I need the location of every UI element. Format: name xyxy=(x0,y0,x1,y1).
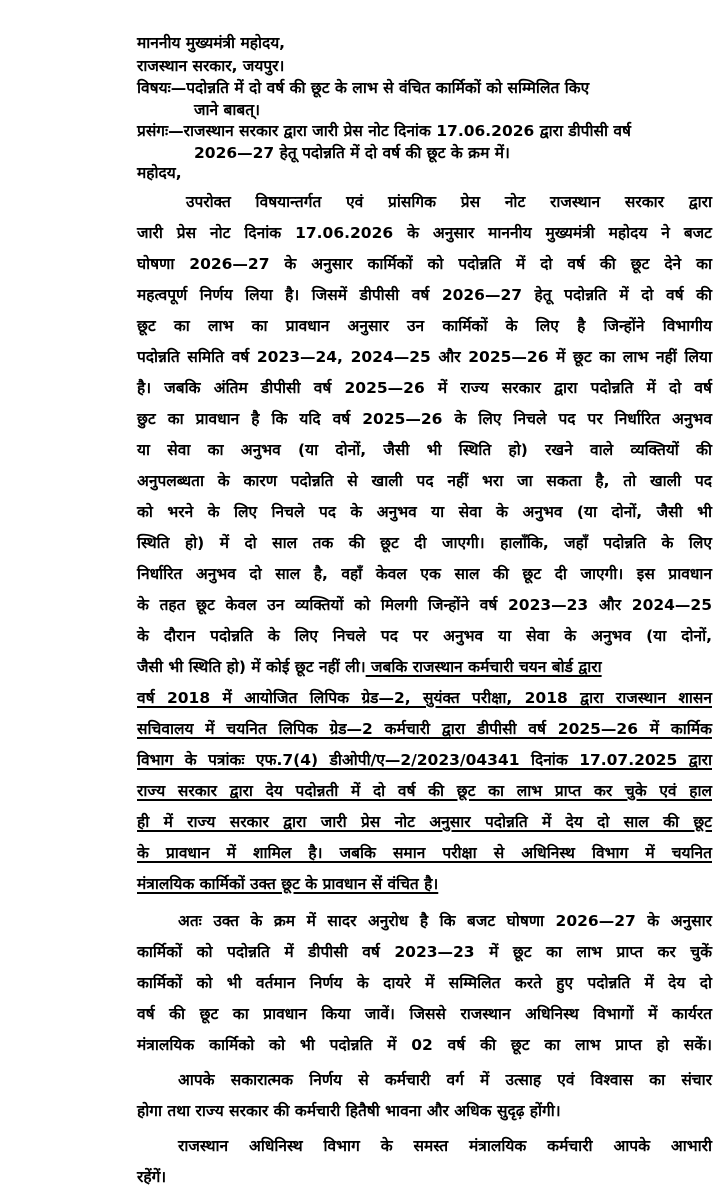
request-paragraph-line: वर्ष की छूट का प्रावधान किया जावें। जिससे राजस्थान अधिनिस्थ विभागों में कार्यरत xyxy=(137,1005,712,1023)
request-paragraph-line: कार्मिकों को पदोन्नति में डीपीसी वर्ष 2023—23 में छूट का लाभ प्राप्त कर चुकें xyxy=(137,943,712,961)
paragraph-line: है। जबकि अंतिम डीपीसी वर्ष 2025—26 में राज्य सरकार द्वारा पदोन्नति में दो वर्ष xyxy=(137,379,712,397)
paragraph-line: अनुपलब्धता के कारण पदोन्नति से खाली पद नहीं भरा जा सकता है, तो खाली पद xyxy=(137,472,712,490)
request-paragraph-line: मंत्रालयिक कार्मिको को भी पदोन्नति में 02 वर्ष की छूट का लाभ प्राप्त हो सकें। xyxy=(137,1036,712,1054)
paragraph-line: छूट का लाभ का प्रावधान अनुसार उन कार्मिकों के लिए है जिन्होंने विभागीय xyxy=(137,317,712,335)
paragraph-line: महत्वपूर्ण निर्णय लिया है। जिसमें डीपीसी वर्ष 2026—27 हेतू पदोन्नति में दो वर्ष की xyxy=(137,286,712,304)
underlined-text: जबकि राजस्थान कर्मचारी चयन बोर्ड द्वारा xyxy=(365,658,602,676)
paragraph-line: छुट का प्रावधान है कि यदि वर्ष 2025—26 के लिए निचले पद पर निर्धारित अनुभव xyxy=(137,410,712,428)
request-paragraph-line: कार्मिकों को भी वर्तमान निर्णय के दायरे में सम्मिलित करते हुए पदोन्नति में देय दो xyxy=(137,974,712,992)
underlined-line: राज्य सरकार द्वारा देय पदोन्नती में दो वर्ष की छूट का लाभ प्राप्त कर चुके एवं हाल xyxy=(137,782,712,800)
closing-paragraph-line: आपके सकारात्मक निर्णय से कर्मचारी वर्ग में उत्साह एवं विश्वास का संचार xyxy=(178,1071,712,1089)
underlined-line-last: मंत्रालयिक कार्मिकों उक्त छूट के प्रावधान सें वंचित है। xyxy=(137,875,439,893)
paragraph-line: जारी प्रेस नोट दिनांक 17.06.2026 के अनुसार माननीय मुख्यमंत्री महोदय ने बजट xyxy=(137,224,712,242)
paragraph-line: निर्धारित अनुभव दो साल है, वहाँ केवल एक साल की छूट दी जाएगी। इस प्रावधान xyxy=(137,565,712,583)
paragraph-line: उपरोक्त विषयान्तर्गत एवं प्रांसगिक प्रेस नोट राजस्थान सरकार द्वारा xyxy=(186,193,712,211)
subject-line: विषयः—पदोन्नति में दो वर्ष की छूट के लाभ से वंचित कार्मिकों को सम्मिलित किए xyxy=(137,79,590,97)
underlined-line: के प्रावधान में शामिल है। जबकि समान परीक्षा से अधिनिस्थ विभाग में चयनित xyxy=(137,844,712,862)
closing-paragraph-line: होगा तथा राज्य सरकार की कर्मचारी हितैषी भावना और अधिक सुदृढ़ होंगी। xyxy=(137,1102,561,1120)
greeting: महोदय, xyxy=(137,164,182,182)
addressee-location: राजस्थान सरकार, जयपुर। xyxy=(137,57,285,75)
underlined-line: सचिवालय में चयनित लिपिक ग्रेड—2 कर्मचारी द्वारा डीपीसी वर्ष 2025—26 में कार्मिक xyxy=(137,720,712,738)
reference-line-continued: 2026—27 हेतू पदोन्नति में दो वर्ष की छूट के क्रम में। xyxy=(194,144,510,162)
reference-line: प्रसंगः—राजस्थान सरकार द्वारा जारी प्रेस नोट दिनांक 17.06.2026 द्वारा डीपीसी वर्ष xyxy=(137,122,631,140)
paragraph-line: को भरने के लिए निचले पद के अनुभव या सेवा के अनुभव (या दोनों, जैसी भी xyxy=(137,503,712,521)
signoff-line-continued: रहेंगें। xyxy=(137,1168,167,1186)
underlined-line: ही में राज्य सरकार द्वारा जारी प्रेस नोट अनुसार पदोन्नति में देय दो साल की छूट xyxy=(137,813,712,831)
paragraph-line: स्थिति हो) में दो साल तक की छूट दी जाएगी। हालाँकि, जहाँ पदोन्नति के लिए xyxy=(137,534,712,552)
paragraph-text: जैसी भी स्थिति हो) में कोई छूट नहीं ली। xyxy=(137,658,366,676)
underlined-line: विभाग के पत्रांकः एफ.7(4) डीओपी/ए—2/2023/04341 दिनांक 17.07.2025 द्वारा xyxy=(137,751,712,769)
signoff-line: राजस्थान अधिनिस्थ विभाग के समस्त मंत्रालयिक कर्मचारी आपके आभारी xyxy=(178,1137,712,1155)
paragraph-line: के तहत छूट केवल उन व्यक्तियों को मिलगी जिन्होंने वर्ष 2023—23 और 2024—25 xyxy=(137,596,712,614)
subject-line-continued: जाने बाबत्। xyxy=(194,101,260,119)
request-paragraph-line: अतः उक्त के क्रम में सादर अनुरोध है कि बजट घोषणा 2026—27 के अनुसार xyxy=(178,912,712,930)
paragraph-line: पदोन्नति समिति वर्ष 2023—24, 2024—25 और 2025—26 में छूट का लाभ नहीं लिया xyxy=(137,348,712,366)
paragraph-line: के दौरान पदोन्नति के लिए निचले पद पर अनुभव या सेवा के अनुभव (या दोनों, xyxy=(137,627,712,645)
addressee-title: माननीय मुख्यमंत्री महोदय, xyxy=(137,34,286,52)
paragraph-line-mixed xyxy=(137,656,712,678)
paragraph-line: या सेवा का अनुभव (या दोनों, जैसी भी स्थिति हो) रखने वाले व्यक्तियों की xyxy=(137,441,712,459)
underlined-line: वर्ष 2018 में आयोजित लिपिक ग्रेड—2, सुयंक्त परीक्षा, 2018 द्वारा राजस्थान शासन xyxy=(137,689,712,707)
paragraph-line: घोषणा 2026—27 के अनुसार कार्मिकों को पदोन्नति में दो वर्ष की छूट देने का xyxy=(137,255,712,273)
